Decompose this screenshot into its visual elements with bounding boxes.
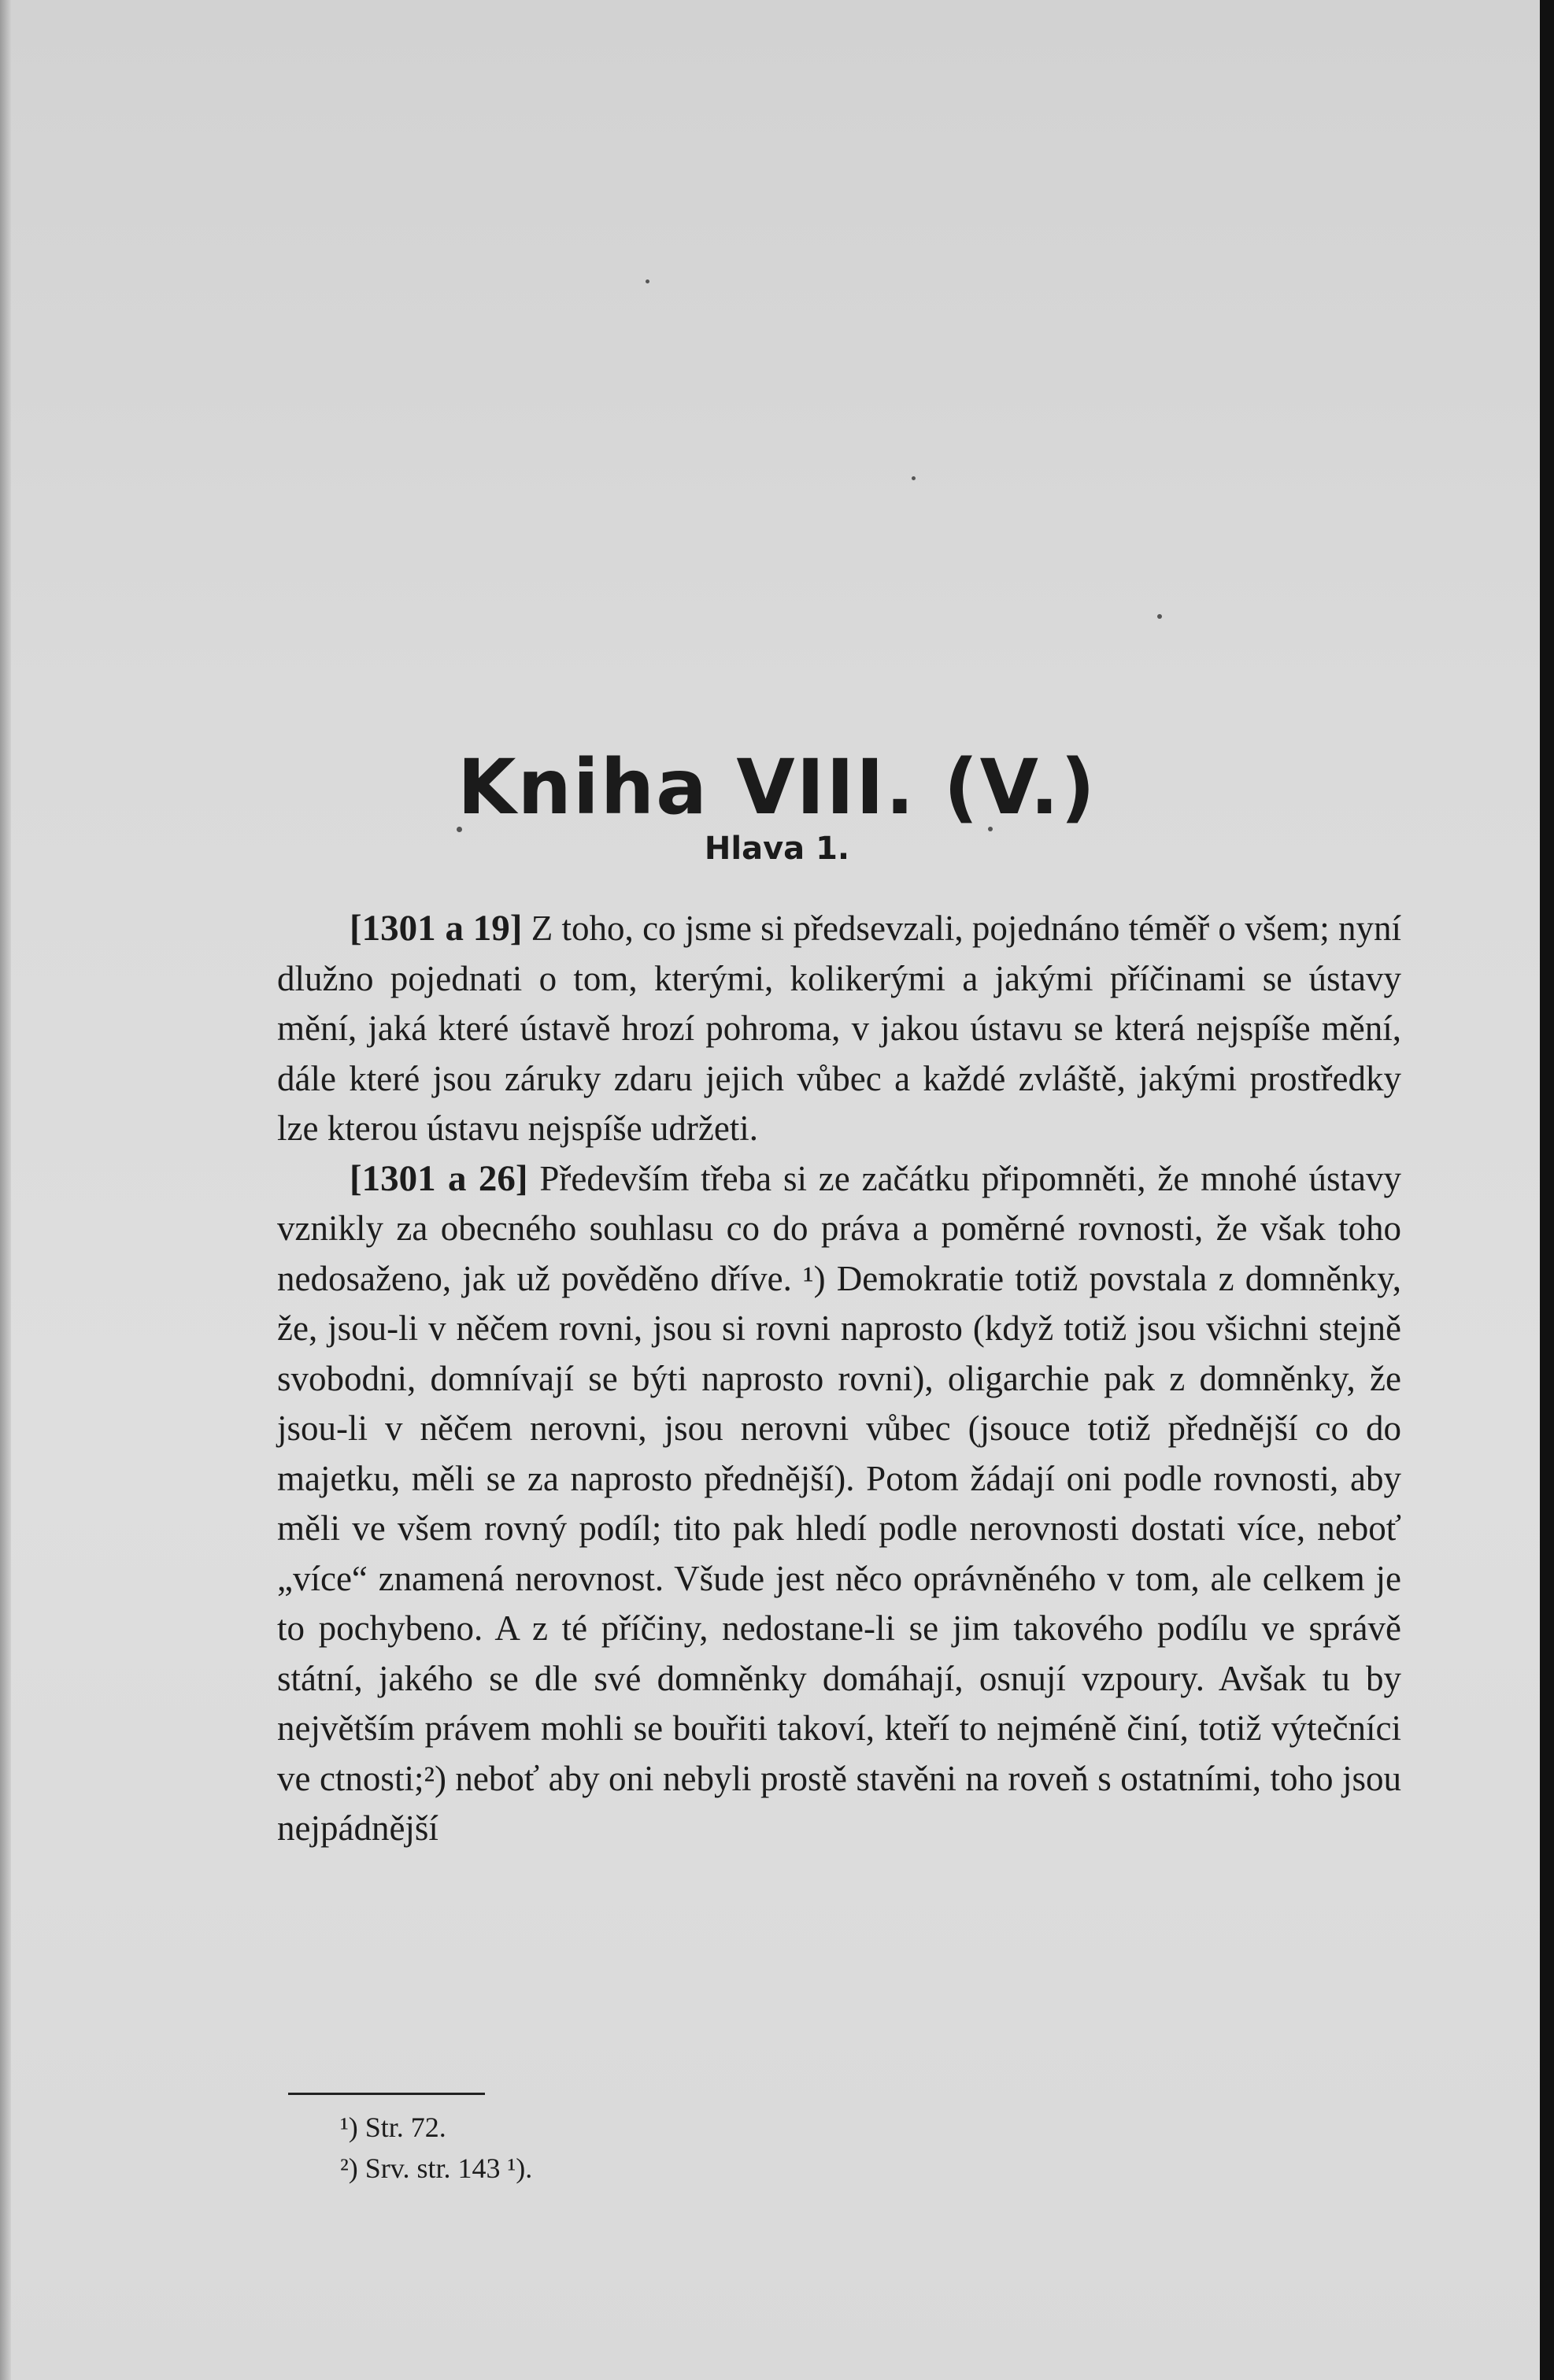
paragraph-text: Z toho, co jsme si předsevzali, pojednáno téměř o všem; nyní dlužno pojednati o tom, kterými, kolikerými a jakými příčinami se ústavy mění, jaká které ústavě hrozí pohroma, v jakou ústavu se která nejspíše mění, dále které jsou záruky zdaru jejich vůbec a každé zvláště, jakými prostředky lze kterou ústavu nejspíše udržeti. <box>277 909 1402 1148</box>
bekker-reference: [1301 a 26] <box>350 1157 528 1199</box>
main-text <box>277 904 1401 1854</box>
scan-speck <box>646 279 649 283</box>
footnote-divider <box>288 2093 485 2095</box>
footnote: ²) Srv. str. 143 ¹). <box>340 2152 533 2184</box>
paragraph <box>277 904 1401 1154</box>
paragraph-text: Především třeba si ze začátku připomněti, že mnohé ústavy vznikly za obecného souhlasu co do práva a poměrné rovnosti, že však toho nedosaženo, jak už pověděno dříve. <box>277 1158 1401 1298</box>
page-right-border <box>1540 0 1554 2380</box>
footnote-reference: ²) <box>424 1758 446 1798</box>
paragraph-text: Demokratie totiž povstala z domněnky, že, jsou-li v něčem rovni, jsou si rovni naprosto (když totiž jsou všichni stejně svobodni, domnívají se býti naprosto rovni), oligarchie pak z domněnky, že jsou-li v něčem nerovni, jsou nerovni vůbec (jsouce totiž přednější co do majetku, měli se za naprosto přednější). Potom žádají oni podle rovnosti, aby měli ve všem rovný podíl; tito pak hledí podle nerovnosti dostati více, neboť „více“ znamená nerovnost. Všude jest něco oprávněného v tom, ale celkem je to pochybeno. A z té příčiny, nedostane-li se jim takového podílu ve správě státní, jakého se dle své domněnky domáhají, osnují vzpoury. Avšak tu by největším právem mohli se bouřiti takoví, kteří to nejméně činí, totiž výtečníci ve ctnosti; <box>277 1258 1402 1798</box>
footnote-reference: ¹) <box>803 1258 826 1298</box>
paragraph <box>277 1154 1401 1854</box>
paragraph-text: neboť aby oni nebyli prostě stavěni na roveň s ostatními, toho jsou nejpádnější <box>277 1758 1401 1848</box>
scan-speck <box>912 476 916 480</box>
footnotes <box>340 2107 532 2189</box>
chapter-heading: Hlava 1. <box>704 831 850 867</box>
book-title: Kniha VIII. (V.) <box>457 743 1097 832</box>
scan-speck <box>1157 614 1162 619</box>
page-left-shadow <box>0 0 11 2380</box>
bekker-reference: [1301 a 19] <box>350 908 523 949</box>
footnote: ¹) Str. 72. <box>340 2112 446 2143</box>
